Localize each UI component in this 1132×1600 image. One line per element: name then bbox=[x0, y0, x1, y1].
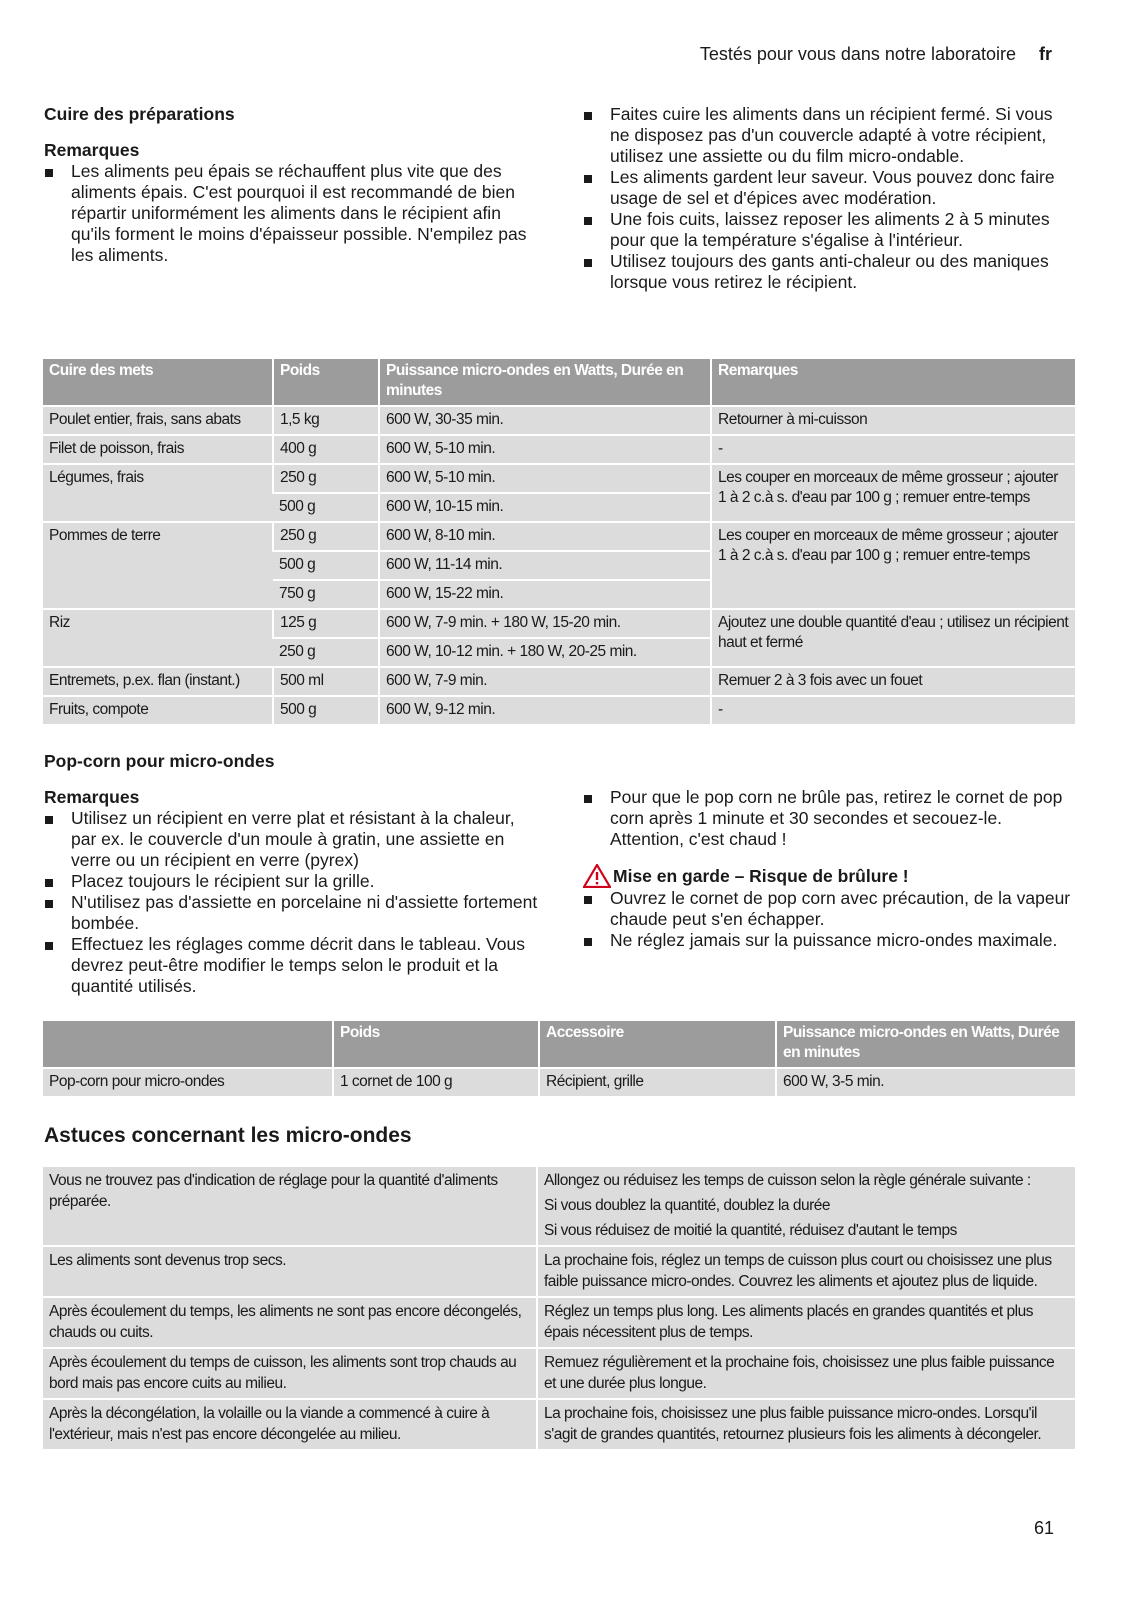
table-row bbox=[43, 406, 1075, 435]
note-cell: Retourner à mi-cuisson bbox=[711, 406, 1075, 435]
problem-cell: Après écoulement du temps de cuisson, les aliments sont trop chauds au bord mais pas encore cuits au milieu. bbox=[43, 1348, 537, 1399]
problem-cell: Les aliments sont devenus trop secs. bbox=[43, 1246, 537, 1297]
table-row bbox=[43, 1167, 1075, 1246]
power-cell: 600 W, 11-14 min. bbox=[379, 551, 711, 580]
list-item: Placez toujours le récipient sur la grille. bbox=[44, 871, 544, 892]
popcorn-left-list bbox=[44, 808, 544, 997]
cuire-remarks-heading: Remarques bbox=[44, 140, 140, 160]
note-cell: Remuer 2 à 3 fois avec un fouet bbox=[711, 667, 1075, 696]
popcorn-table bbox=[43, 1021, 1075, 1098]
cooking-table bbox=[43, 359, 1075, 726]
weight-cell: 250 g bbox=[273, 464, 379, 493]
solution-cell: La prochaine fois, choisissez une plus faible puissance micro-ondes. Lorsqu'il s'agit de grandes quantités, retournez plusieurs fois les aliments à décongeler. bbox=[537, 1399, 1075, 1450]
solution-cell: La prochaine fois, réglez un temps de cuisson plus court ou choisissez une plus faible puissance micro-ondes. Couvrez les aliments et ajoutez plus de liquide. bbox=[537, 1246, 1075, 1297]
dish-cell: Filet de poisson, frais bbox=[43, 435, 273, 464]
power-cell: 600 W, 9-12 min. bbox=[379, 696, 711, 725]
weight-cell: 1,5 kg bbox=[273, 406, 379, 435]
cuire-right-column bbox=[583, 104, 1073, 293]
list-item: Une fois cuits, laissez reposer les aliments 2 à 5 minutes pour que la température s'égalise à l'intérieur. bbox=[583, 209, 1073, 251]
dish-cell: Entremets, p.ex. flan (instant.) bbox=[43, 667, 273, 696]
power-cell: 600 W, 30-35 min. bbox=[379, 406, 711, 435]
power-cell: 600 W, 7-9 min. bbox=[379, 667, 711, 696]
power-cell: 600 W, 15-22 min. bbox=[379, 580, 711, 609]
list-item: N'utilisez pas d'assiette en porcelaine ni d'assiette fortement bombée. bbox=[44, 892, 544, 934]
accessory-cell: Récipient, grille bbox=[539, 1068, 776, 1097]
astuces-heading: Astuces concernant les micro-ondes bbox=[44, 1124, 412, 1147]
column-header: Puissance micro-ondes en Watts, Durée en minutes bbox=[379, 359, 711, 406]
column-header bbox=[43, 1021, 333, 1068]
page-number: 61 bbox=[1033, 1518, 1054, 1538]
list-item: Ne réglez jamais sur la puissance micro-ondes maximale. bbox=[583, 930, 1073, 951]
popcorn-left-column bbox=[44, 751, 544, 997]
dish-cell: Pommes de terre bbox=[43, 522, 273, 609]
solution-text: Allongez ou réduisez les temps de cuisson selon la règle générale suivante : bbox=[544, 1172, 1031, 1189]
power-cell: 600 W, 10-15 min. bbox=[379, 493, 711, 522]
cuire-heading: Cuire des préparations bbox=[44, 104, 235, 124]
column-header: Accessoire bbox=[539, 1021, 776, 1068]
column-header: Poids bbox=[273, 359, 379, 406]
table-row bbox=[43, 1246, 1075, 1297]
weight-cell: 500 g bbox=[273, 551, 379, 580]
note-cell: Les couper en morceaux de même grosseur ; ajouter 1 à 2 c.à s. d'eau par 100 g ; remuer entre-temps bbox=[711, 522, 1075, 609]
dish-cell: Poulet entier, frais, sans abats bbox=[43, 406, 273, 435]
warning-title: Mise en garde – Risque de brûlure ! bbox=[613, 865, 909, 886]
popcorn-heading: Pop-corn pour micro-ondes bbox=[44, 751, 275, 771]
list-item: Utilisez toujours des gants anti-chaleur ou des maniques lorsque vous retirez le récipient. bbox=[583, 251, 1073, 293]
list-item: Faites cuire les aliments dans un récipient fermé. Si vous ne disposez pas d'un couvercle adapté à votre récipient, utilisez une assiette ou du film micro-ondable. bbox=[583, 104, 1073, 167]
problem-cell: Vous ne trouvez pas d'indication de réglage pour la quantité d'aliments préparée. bbox=[43, 1167, 537, 1246]
header-title: Testés pour vous dans notre laboratoire bbox=[699, 44, 1016, 64]
solution-cell: Remuez régulièrement et la prochaine fois, choisissez une plus faible puissance et une durée plus longue. bbox=[537, 1348, 1075, 1399]
column-header: Poids bbox=[333, 1021, 539, 1068]
weight-cell: 500 ml bbox=[273, 667, 379, 696]
table-row bbox=[43, 696, 1075, 725]
weight-cell: 500 g bbox=[273, 696, 379, 725]
power-cell: 600 W, 8-10 min. bbox=[379, 522, 711, 551]
note-cell: - bbox=[711, 696, 1075, 725]
weight-cell: 500 g bbox=[273, 493, 379, 522]
weight-cell: 250 g bbox=[273, 522, 379, 551]
list-item: Les aliments gardent leur saveur. Vous pouvez donc faire usage de sel et d'épices avec modération. bbox=[583, 167, 1073, 209]
table-row bbox=[43, 1348, 1075, 1399]
dish-cell: Riz bbox=[43, 609, 273, 667]
table-row bbox=[43, 1399, 1075, 1450]
page-header bbox=[0, 44, 1132, 68]
list-item: Utilisez un récipient en verre plat et résistant à la chaleur, par ex. le couvercle d'un moule à gratin, une assiette en verre ou un récipient en verre (pyrex) bbox=[44, 808, 544, 871]
power-cell: 600 W, 5-10 min. bbox=[379, 464, 711, 493]
power-cell: 600 W, 5-10 min. bbox=[379, 435, 711, 464]
weight-cell: 125 g bbox=[273, 609, 379, 638]
language-code: fr bbox=[1039, 44, 1052, 64]
cuire-left-list bbox=[44, 161, 534, 266]
table-row bbox=[43, 1297, 1075, 1348]
table-row bbox=[43, 1068, 1075, 1097]
column-header: Puissance micro-ondes en Watts, Durée en minutes bbox=[776, 1021, 1075, 1068]
dish-cell: Légumes, frais bbox=[43, 464, 273, 522]
table-header-row bbox=[43, 359, 1075, 406]
solution-subline: Si vous réduisez de moitié la quantité, réduisez d'autant le temps bbox=[544, 1222, 957, 1239]
list-item: Effectuez les réglages comme décrit dans le tableau. Vous devrez peut-être modifier le temps selon le produit et la quantité utilisés. bbox=[44, 934, 544, 997]
list-item: Ouvrez le cornet de pop corn avec précaution, de la vapeur chaude peut s'en échapper. bbox=[583, 888, 1073, 930]
power-cell: 600 W, 3-5 min. bbox=[776, 1068, 1075, 1097]
warning-triangle-icon bbox=[583, 864, 611, 888]
weight-cell: 750 g bbox=[273, 580, 379, 609]
problem-cell: Après écoulement du temps, les aliments ne sont pas encore décongelés, chauds ou cuits. bbox=[43, 1297, 537, 1348]
weight-cell: 1 cornet de 100 g bbox=[333, 1068, 539, 1097]
table-row bbox=[43, 667, 1075, 696]
note-cell: Les couper en morceaux de même grosseur ; ajouter 1 à 2 c.à s. d'eau par 100 g ; remuer entre-temps bbox=[711, 464, 1075, 522]
list-item: Les aliments peu épais se réchauffent plus vite que des aliments épais. C'est pourquoi il est recommandé de bien répartir uniformément les aliments dans le récipient afin qu'ils forment le moins d'épaisseur possible. N'empilez pas les aliments. bbox=[44, 161, 534, 266]
problem-cell: Après la décongélation, la volaille ou la viande a commencé à cuire à l'extérieur, mais n'est pas encore décongelée au milieu. bbox=[43, 1399, 537, 1450]
warning-list bbox=[583, 888, 1073, 951]
table-header-row bbox=[43, 1021, 1075, 1068]
table-row bbox=[43, 609, 1075, 638]
column-header: Remarques bbox=[711, 359, 1075, 406]
weight-cell: 400 g bbox=[273, 435, 379, 464]
popcorn-right-column bbox=[583, 787, 1073, 951]
power-cell: 600 W, 10-12 min. + 180 W, 20-25 min. bbox=[379, 638, 711, 667]
solution-cell bbox=[537, 1167, 1075, 1246]
cuire-left-column bbox=[44, 104, 534, 266]
item-cell: Pop-corn pour micro-ondes bbox=[43, 1068, 333, 1097]
warning-heading bbox=[583, 864, 1073, 888]
tips-table bbox=[43, 1167, 1075, 1451]
solution-cell: Réglez un temps plus long. Les aliments placés en grandes quantités et plus épais nécessitent plus de temps. bbox=[537, 1297, 1075, 1348]
popcorn-right-list bbox=[583, 787, 1073, 850]
cuire-right-list bbox=[583, 104, 1073, 293]
dish-cell: Fruits, compote bbox=[43, 696, 273, 725]
note-cell: Ajoutez une double quantité d'eau ; utilisez un récipient haut et fermé bbox=[711, 609, 1075, 667]
power-cell: 600 W, 7-9 min. + 180 W, 15-20 min. bbox=[379, 609, 711, 638]
solution-subline: Si vous doublez la quantité, doublez la durée bbox=[544, 1197, 830, 1214]
weight-cell: 250 g bbox=[273, 638, 379, 667]
column-header: Cuire des mets bbox=[43, 359, 273, 406]
table-row bbox=[43, 522, 1075, 551]
note-cell: - bbox=[711, 435, 1075, 464]
popcorn-remarks-heading: Remarques bbox=[44, 787, 140, 807]
table-row bbox=[43, 464, 1075, 493]
table-row bbox=[43, 435, 1075, 464]
list-item: Pour que le pop corn ne brûle pas, retirez le cornet de pop corn après 1 minute et 30 secondes et secouez-le. Attention, c'est chaud ! bbox=[583, 787, 1073, 850]
